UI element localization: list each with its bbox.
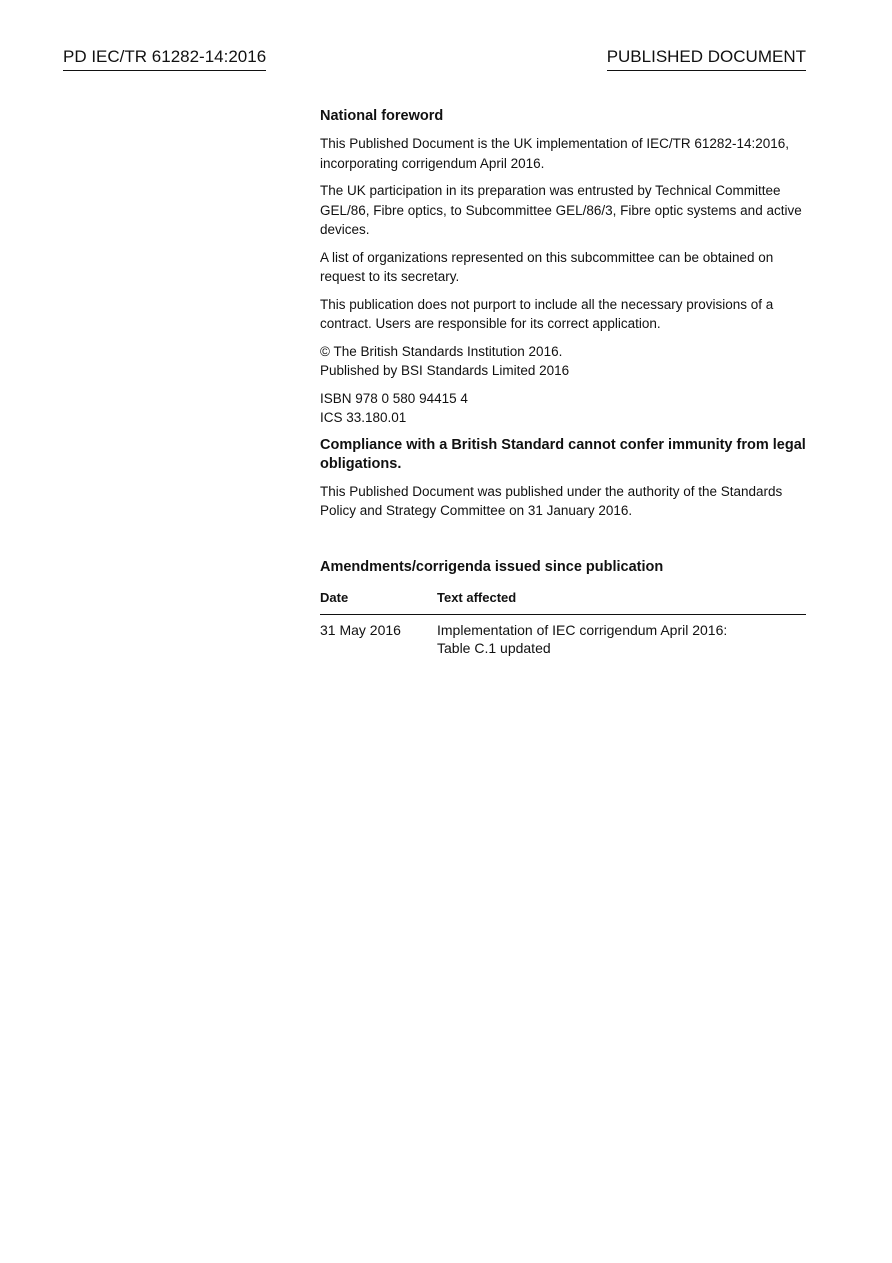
column-header-date: Date bbox=[320, 589, 349, 605]
copyright-line: © The British Standards Institution 2016. bbox=[320, 343, 563, 359]
identifier-block bbox=[320, 389, 806, 428]
amendments-title: Amendments/corrigenda issued since publication bbox=[320, 558, 664, 575]
foreword-section bbox=[320, 106, 806, 657]
foreword-paragraph: A list of organizations represented on this subcommittee can be obtained on request to its secretary. bbox=[320, 249, 774, 284]
amendment-text bbox=[437, 621, 806, 657]
isbn: ISBN 978 0 580 94415 4 bbox=[320, 390, 468, 406]
foreword-paragraph: This publication does not purport to include all the necessary provisions of a contract. Users are responsible for its correct application. bbox=[320, 296, 774, 331]
foreword-title: National foreword bbox=[320, 108, 444, 124]
amendment-text-line: Implementation of IEC corrigendum April 2016: bbox=[437, 621, 728, 638]
foreword-paragraph: This Published Document is the UK implementation of IEC/TR 61282-14:2016, incorporating corrigendum April 2016. bbox=[320, 136, 789, 171]
foreword-paragraph: The UK participation in its preparation was entrusted by Technical Committee GEL/86, Fibre optics, to Subcommittee GEL/86/3, Fibre optic systems and active devices. bbox=[320, 183, 802, 237]
document-code: PD IEC/TR 61282-14:2016 bbox=[63, 46, 266, 71]
column-header-text-affected: Text affected bbox=[437, 589, 517, 605]
copyright-block bbox=[320, 342, 806, 381]
publisher-line: Published by BSI Standards Limited 2016 bbox=[320, 363, 570, 378]
amendments-table bbox=[320, 589, 806, 657]
authority-statement: This Published Document was published under the authority of the Standards Policy and Strategy Committee on 31 January 2016. bbox=[320, 483, 783, 518]
ics: ICS 33.180.01 bbox=[320, 410, 407, 425]
table-row bbox=[320, 615, 806, 657]
amendment-date: 31 May 2016 bbox=[320, 621, 401, 638]
amendment-text-line: Table C.1 updated bbox=[437, 639, 551, 656]
compliance-statement: Compliance with a British Standard cannot confer immunity from legal obligations. bbox=[320, 436, 806, 472]
table-header-row bbox=[320, 589, 806, 615]
document-type: PUBLISHED DOCUMENT bbox=[607, 46, 806, 71]
